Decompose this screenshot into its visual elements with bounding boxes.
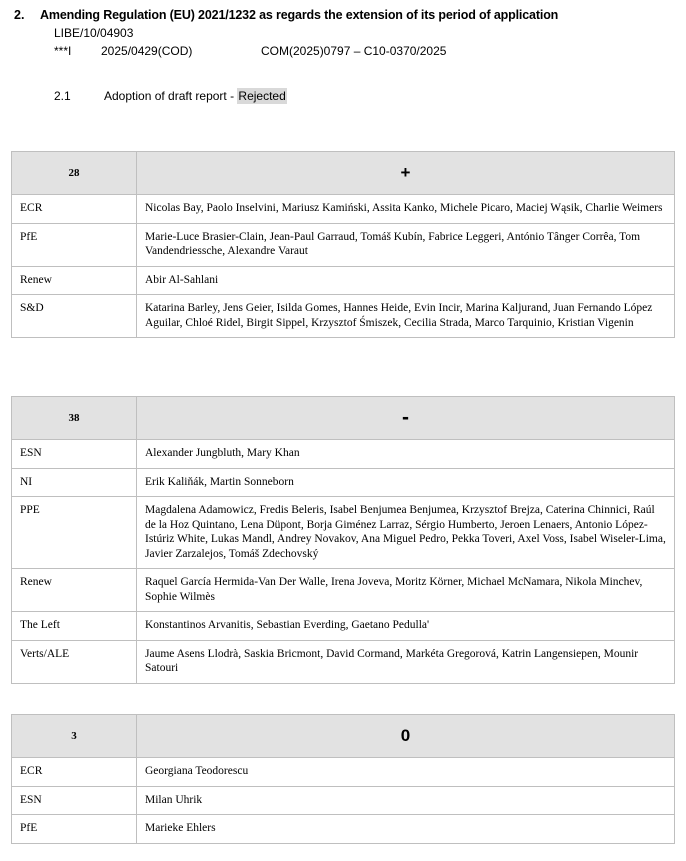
vote-count: 38 (12, 397, 137, 440)
table-row (12, 223, 675, 266)
zero-sign-icon: 0 (400, 726, 411, 745)
procedure-number: 2025/0429(COD) (101, 44, 193, 58)
table-row (12, 715, 675, 758)
agenda-item-number: 2. (14, 8, 25, 22)
member-list: Marieke Ehlers (137, 815, 675, 844)
plus-sign-icon: + (400, 163, 411, 182)
minus-sign-icon: - (402, 406, 409, 429)
table-row (12, 758, 675, 787)
member-list: Nicolas Bay, Paolo Inselvini, Mariusz Kamiński, Assita Kanko, Michele Picaro, Maciej Wąsik, Charlie Weimers (137, 195, 675, 224)
political-group: PfE (12, 815, 137, 844)
member-list: Magdalena Adamowicz, Fredis Beleris, Isabel Benjumea Benjumea, Krzysztof Brejza, Caterina Chinnici, Raúl de la Hoz Quintano, Lena Düpont, Borja Giménez Larraz, Sérgio Humberto, Jeroen Lenaers, Antonio López-Istúriz White, Lukas Mandl, Andrey Novakov, Ana Miguel Pedro, Pekka Toveri, Axel Voss, Isabel Wiseler-Lima, Javier Zarzalejos, Tomáš Zdechovský (137, 497, 675, 569)
sub-item-number: 2.1 (54, 89, 71, 103)
document-reference: COM(2025)0797 – C10-0370/2025 (261, 44, 447, 58)
member-list: Raquel García Hermida-Van Der Walle, Irena Joveva, Moritz Körner, Michael McNamara, Nikola Minchev, Sophie Wilmès (137, 569, 675, 612)
agenda-item-title: Amending Regulation (EU) 2021/1232 as regards the extension of its period of application (40, 8, 559, 22)
member-list: Alexander Jungbluth, Mary Khan (137, 440, 675, 469)
vote-table-against (11, 396, 675, 684)
table-row (12, 266, 675, 295)
table-row (12, 152, 675, 195)
political-group: PPE (12, 497, 137, 569)
vote-table-body (12, 758, 675, 844)
table-row (12, 295, 675, 338)
procedure-code: ***I (54, 44, 72, 58)
sub-item-label: Adoption of draft report - (104, 89, 238, 103)
political-group: Renew (12, 266, 137, 295)
table-row (12, 640, 675, 683)
table-row (12, 397, 675, 440)
political-group: PfE (12, 223, 137, 266)
table-row (12, 468, 675, 497)
agenda-item-title-line (0, 0, 686, 23)
vote-symbol-cell (137, 715, 675, 758)
member-list: Marie-Luce Brasier-Clain, Jean-Paul Garraud, Tomáš Kubín, Fabrice Leggeri, António Tânger Corrêa, Tom Vandendriessche, Alexandre Varaut (137, 223, 675, 266)
vote-table-body (12, 440, 675, 684)
vote-table-body (12, 195, 675, 338)
member-list: Jaume Asens Llodrà, Saskia Bricmont, David Cormand, Markéta Gregorová, Katrin Langensiepen, Mounir Satouri (137, 640, 675, 683)
political-group: Renew (12, 569, 137, 612)
political-group: ESN (12, 440, 137, 469)
vote-table-abstentions (11, 714, 675, 844)
vote-count: 3 (12, 715, 137, 758)
vote-table-header (12, 152, 675, 195)
vote-result-badge: Rejected (238, 89, 286, 103)
table-row (12, 497, 675, 569)
member-list: Georgiana Teodorescu (137, 758, 675, 787)
table-row (12, 440, 675, 469)
agenda-item-procedure-line (0, 41, 686, 59)
table-row (12, 569, 675, 612)
member-list: Erik Kaliňák, Martin Sonneborn (137, 468, 675, 497)
political-group: The Left (12, 612, 137, 641)
political-group: ESN (12, 786, 137, 815)
table-row (12, 195, 675, 224)
table-row (12, 612, 675, 641)
vote-table-header (12, 715, 675, 758)
vote-table-header (12, 397, 675, 440)
political-group: ECR (12, 195, 137, 224)
political-group: NI (12, 468, 137, 497)
vote-table-in-favour (11, 151, 675, 338)
political-group: S&D (12, 295, 137, 338)
vote-symbol-cell (137, 397, 675, 440)
political-group: Verts/ALE (12, 640, 137, 683)
member-list: Katarina Barley, Jens Geier, Isilda Gomes, Hannes Heide, Evin Incir, Marina Kaljurand, Juan Fernando López Aguilar, Chloé Ridel, Birgit Sippel, Krzysztof Śmiszek, Cecilia Strada, Marco Tarquinio, Kristian Vigenin (137, 295, 675, 338)
vote-count: 28 (12, 152, 137, 195)
table-row (12, 815, 675, 844)
member-list: Konstantinos Arvanitis, Sebastian Everding, Gaetano Pedulla' (137, 612, 675, 641)
vote-symbol-cell (137, 152, 675, 195)
agenda-item-heading (0, 0, 686, 104)
member-list: Abir Al-Sahlani (137, 266, 675, 295)
member-list: Milan Uhrik (137, 786, 675, 815)
political-group: ECR (12, 758, 137, 787)
sub-item-line (0, 88, 686, 104)
agenda-item-reference: LIBE/10/04903 (54, 26, 134, 40)
table-row (12, 786, 675, 815)
